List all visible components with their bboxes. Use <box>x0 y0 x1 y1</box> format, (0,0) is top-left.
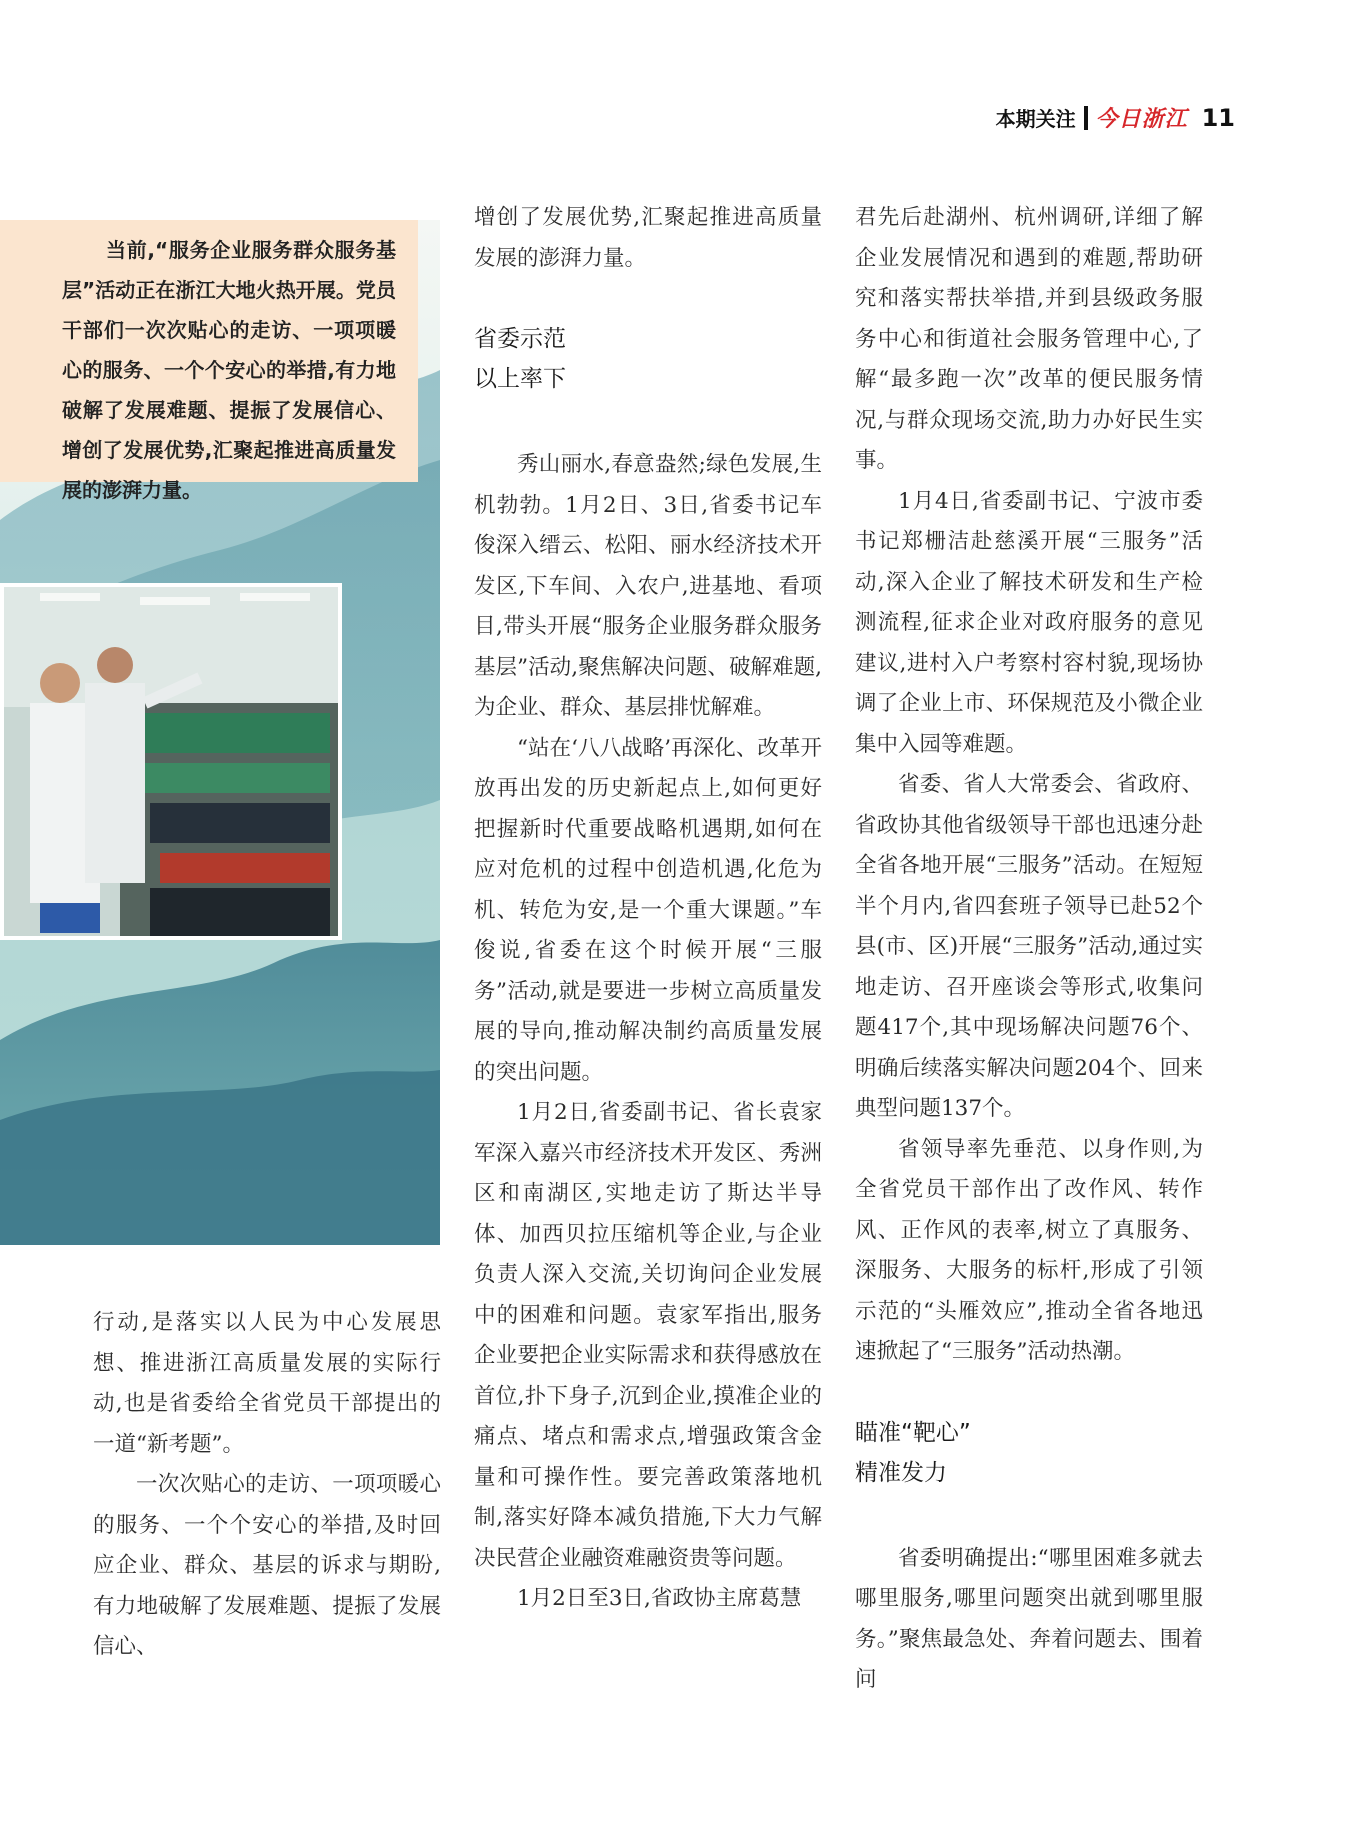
page-number: 11 <box>1201 103 1235 132</box>
paragraph: 一次次贴心的走访、一项项暖心的服务、一个个安心的举措,及时回应企业、群众、基层的诉求与期盼,有力地破解了发展难题、提振了发展信心、 <box>93 1472 441 1659</box>
section-heading: 以上率下 <box>474 366 566 392</box>
column-right <box>855 198 1203 1701</box>
paragraph: 1月2日,省委副书记、省长袁家军深入嘉兴市经济技术开发区、秀洲区和南湖区,实地走访了斯达半导体、加西贝拉压缩机等企业,与企业负责人深入交流,关切询问企业发展中的困难和问题。袁家军指出,服务企业要把企业实际需求和获得感放在首位,扑下身子,沉到企业,摸准企业的痛点、堵点和需求点,增强政策含金量和可操作性。要完善政策落地机制,落实好降本减负措施,下大力气解决民营企业融资难融资贵等问题。 <box>474 1100 822 1571</box>
paragraph: 1月2日至3日,省政协主席葛慧 <box>517 1586 802 1611</box>
section-label: 本期关注 <box>995 107 1076 131</box>
paragraph: “站在‘八八战略’再深化、改革开放再出发的历史新起点上,如何更好把握新时代重要战略机遇期,如何在应对危机的过程中创造机遇,化危为机、转危为安,是一个重大课题。”车俊说,省委在这个时候开展“三服务”活动,就是要进一步树立高质量发展的导向,推动解决制约高质量发展的突出问题。 <box>474 735 822 1085</box>
paragraph: 增创了发展优势,汇聚起推进高质量发展的澎湃力量。 <box>474 205 822 271</box>
intro-text: 当前,“服务企业服务群众服务基层”活动正在浙江大地火热开展。党员干部们一次次贴心的走访、一项项暖心的服务、一个个安心的举措,有力地破解了发展难题、提振了发展信心、增创了发展优势,汇聚起推进高质量发展的澎湃力量。 <box>62 238 396 502</box>
paragraph: 省委明确提出:“哪里困难多就去哪里服务,哪里问题突出就到哪里服务。”聚焦最急处、奔着问题去、围着问 <box>855 1545 1203 1692</box>
paragraph: 省领导率先垂范、以身作则,为全省党员干部作出了改作风、转作风、正作风的表率,树立了真服务、深服务、大服务的标杆,形成了引领示范的“头雁效应”,推动全省各地迅速掀起了“三服务”活动热潮。 <box>855 1136 1203 1364</box>
factory-workers-photo <box>0 583 342 940</box>
paragraph: 秀山丽水,春意盎然;绿色发展,生机勃勃。1月2日、3日,省委书记车俊深入缙云、松阳、丽水经济技术开发区,下车间、入农户,进基地、看项目,带头开展“服务企业服务群众服务基层”活动,聚焦解决问题、破解难题,为企业、群众、基层排忧解难。 <box>474 452 822 720</box>
paragraph: 1月4日,省委副书记、宁波市委书记郑栅洁赴慈溪开展“三服务”活动,深入企业了解技术研发和生产检测流程,征求企业对政府服务的意见建议,进村入户考察村容村貌,现场协调了企业上市、环保规范及小微企业集中入园等难题。 <box>855 488 1203 757</box>
page-header <box>996 102 1235 133</box>
paragraph: 省委、省人大常委会、省政府、省政协其他省级领导干部也迅速分赴全省各地开展“三服务”活动。在短短半个月内,省四套班子领导已赴52个县(市、区)开展“三服务”活动,通过实地走访、召开座谈会等形式,收集问题417个,其中现场解决问题76个、明确后续落实解决问题204个、回来典型问题137个。 <box>855 772 1203 1121</box>
paragraph: 君先后赴湖州、杭州调研,详细了解企业发展情况和遇到的难题,帮助研究和落实帮扶举措,并到县级政务服务中心和街道社会服务管理中心,了解“最多跑一次”改革的便民服务情况,与群众现场交流,助力办好民生实事。 <box>855 205 1203 473</box>
section-heading: 瞄准“靶心” <box>855 1419 971 1446</box>
header-divider <box>1084 106 1088 130</box>
intro-summary-box <box>0 220 418 502</box>
section-heading: 精准发力 <box>855 1459 947 1486</box>
column-middle <box>474 198 822 1620</box>
column-left <box>93 1303 441 1668</box>
paragraph: 行动,是落实以人民为中心发展思想、推进浙江高质量发展的实际行动,也是省委给全省党员干部提出的一道“新考题”。 <box>93 1310 441 1457</box>
magazine-logo: 今日浙江 <box>1095 107 1188 132</box>
section-heading: 省委示范 <box>474 326 566 352</box>
